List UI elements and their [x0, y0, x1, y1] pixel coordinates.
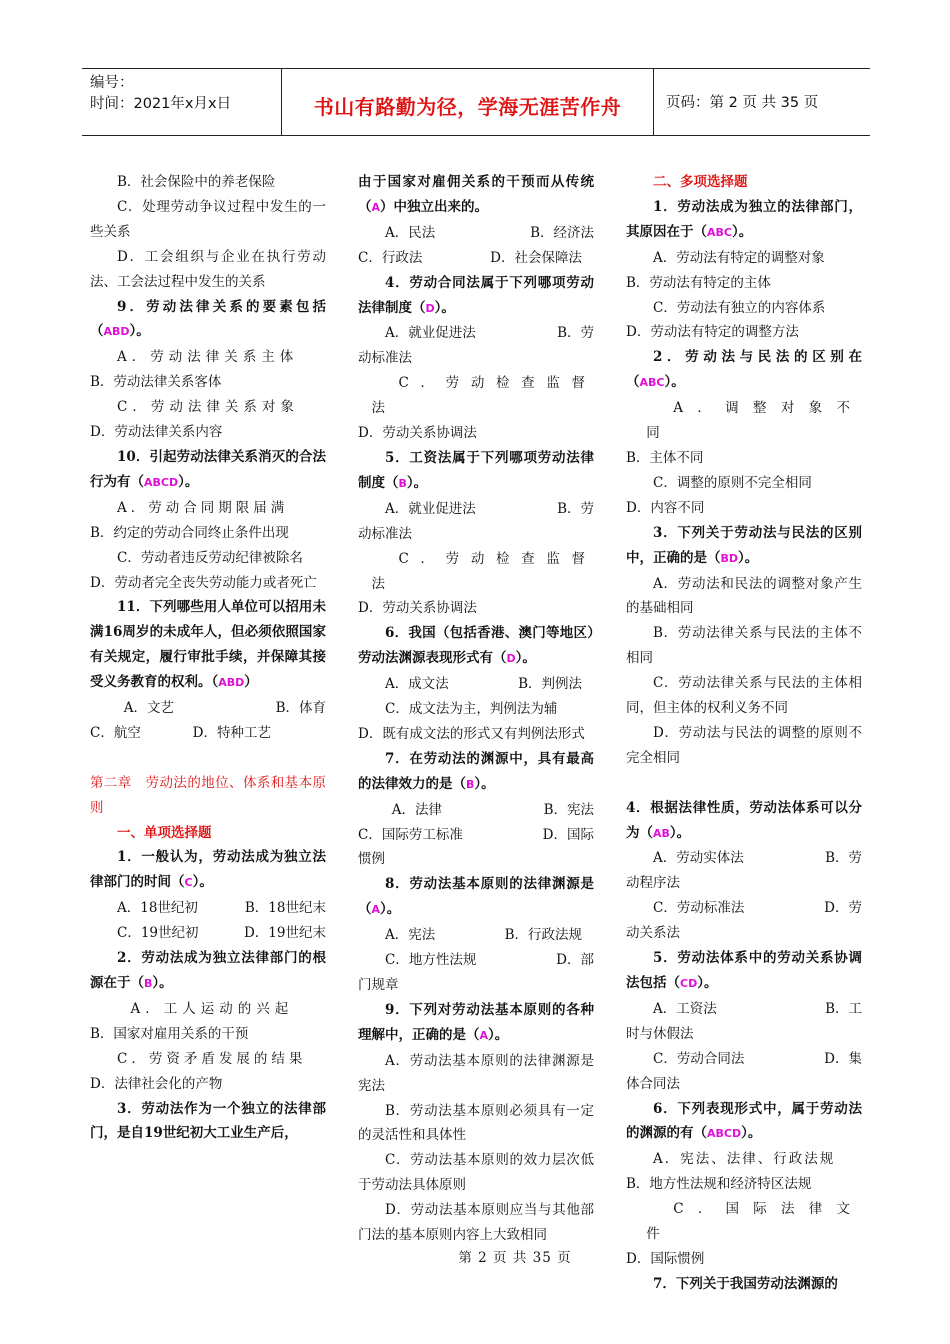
answer-mark: A: [371, 903, 381, 917]
answer-mark: AB: [653, 826, 670, 840]
chapter-title: 第二章 劳动法的地位、体系和基本原则: [90, 774, 326, 816]
option-text: B．地方性法规和经济特区法规: [626, 1176, 812, 1193]
answer-mark: ABC: [639, 376, 665, 390]
column-1: [90, 170, 326, 1146]
header-meta: [82, 69, 282, 135]
option-text: D．国际惯例: [626, 1250, 705, 1267]
option-text: C．劳动法有独立的内容体系: [653, 299, 826, 316]
question-m7: 7．下列关于我国劳动法渊源的: [653, 1275, 838, 1292]
option-row: C．劳动标准法 D．劳: [653, 900, 862, 917]
option-row: A．法律 B．宪法: [391, 801, 594, 818]
option-text: D．劳动关系协调法: [358, 600, 477, 617]
answer-mark: D: [506, 652, 516, 666]
question-s3: 3．劳动法作为一个独立的法律部门，是自19世纪初大工业生产后，: [90, 1100, 326, 1142]
option-row: A．劳动实体法 B．劳: [653, 850, 862, 867]
option-row: A．文艺 B．体育: [123, 700, 326, 717]
answer-mark: A: [371, 200, 381, 214]
option-row: A．民法 B．经济法: [385, 224, 594, 241]
question-10: 10．引起劳动法律关系消灭的合法行为有（ABCD）。: [90, 448, 326, 490]
option-text: A．工人运动的兴起: [130, 1000, 294, 1017]
option-row: C．地方性法规 D．部: [385, 952, 594, 969]
option-text: C．劳资矛盾发展的结果: [117, 1050, 307, 1067]
option-text: C．调整的原则不完全相同: [653, 474, 812, 491]
question-m6: 6．下列表现形式中，属于劳动法的渊源的有（ABCD）。: [626, 1100, 862, 1142]
option-row: A．工资法 B．工: [653, 1000, 862, 1017]
option-text: C．国际法律文件: [646, 1201, 862, 1243]
option-text: B．劳动法律关系与民法的主体不相同: [626, 625, 862, 667]
option-text: A．劳动法律关系主体: [117, 349, 299, 366]
option-row: A．就业促进法 B．劳: [385, 325, 594, 342]
question-s4: 4．劳动合同法属于下列哪项劳动法律制度（D）。: [358, 274, 594, 316]
option-text: D．劳动法有特定的调整方法: [626, 324, 799, 341]
option-row: C．劳动合同法 D．集: [653, 1050, 862, 1067]
answer-mark: ABC: [707, 225, 732, 239]
question-9: 9．劳动法律关系的要素包括（ABD）。: [90, 298, 326, 340]
option-row: A．就业促进法 B．劳: [385, 500, 594, 517]
answer-mark: ABD: [103, 325, 130, 339]
answer-mark: BD: [720, 551, 739, 565]
option-text: A．劳动法基本原则的法律渊源是宪法: [358, 1052, 594, 1094]
option-text: A．劳动法有特定的调整对象: [653, 249, 825, 266]
option-text: C．劳动法律关系与民法的主体相同，但主体的权利义务不同: [626, 675, 862, 717]
question-s7: 7．在劳动法的渊源中，具有最高的法律效力的是（B）。: [358, 750, 594, 792]
option-text: A．调整对象不同: [646, 400, 862, 442]
option-text: D．劳动法律关系内容: [90, 424, 223, 441]
answer-mark: ABD: [218, 676, 245, 690]
option-text: B．社会保险中的养老保险: [117, 174, 276, 190]
question-s3-continued: 由于国家对雇佣关系的干预而从传统（A）中独立出来的。: [358, 174, 594, 215]
question-11: 11．下列哪些用人单位可以招用未满16周岁的未成年人，但必须依照国家有关规定，履行审批手续，并保障其接受义务教育的权利。（ABD）: [90, 599, 326, 691]
option-text: C．劳动法律关系对象: [117, 399, 299, 416]
doc-number-label: 编号：: [90, 75, 134, 91]
option-text-wrap: 时与休假法: [626, 1025, 694, 1042]
question-s8: 8．劳动法基本原则的法律渊源是（A）。: [358, 876, 594, 918]
option-text: D．劳动法与民法的调整的原则不完全相同: [626, 724, 862, 766]
column-3: [626, 170, 862, 1297]
option-text: B．劳动法律关系客体: [90, 374, 222, 391]
option-text: D．工会组织与企业在执行劳动法、工会法过程中发生的关系: [90, 248, 326, 290]
answer-mark: C: [184, 876, 193, 890]
option-text: B．主体不同: [626, 449, 704, 466]
option-text: D．劳动法基本原则应当与其他部门法的基本原则内容上大致相同: [358, 1202, 594, 1244]
answer-mark: A: [479, 1028, 489, 1042]
question-s1: 1．一般认为，劳动法成为独立法律部门的时间（C）。: [90, 849, 326, 891]
option-text: B．劳动法有特定的主体: [626, 274, 771, 291]
option-text-wrap: 惯例: [358, 851, 385, 868]
column-2: [358, 170, 594, 1248]
answer-mark: D: [425, 301, 435, 315]
doc-time-label: 时间：2021年x月x日: [90, 96, 232, 112]
option-text-wrap: 动程序法: [626, 875, 680, 892]
page-header: [82, 68, 870, 136]
question-s6: 6．我国（包括香港、澳门等地区）劳动法渊源表现形式有（D）。: [358, 625, 594, 667]
question-s5: 5．工资法属于下列哪项劳动法律制度（B）。: [358, 449, 594, 491]
question-s9: 9．下列对劳动法基本原则的各种理解中，正确的是（A）。: [358, 1001, 594, 1043]
option-row: A．成文法 B．判例法: [385, 676, 582, 693]
question-m5: 5．劳动法体系中的劳动关系协调法包括（CD）。: [626, 950, 862, 991]
option-row: A．18世纪初 B．18世纪末: [117, 900, 326, 917]
option-text: D．劳动关系协调法: [358, 425, 477, 442]
answer-mark: B: [144, 976, 153, 990]
question-m3: 3．下列关于劳动法与民法的区别中，正确的是（BD）。: [626, 524, 862, 566]
option-text: B．劳动法基本原则必须具有一定的灵活性和具体性: [358, 1102, 594, 1144]
section-heading: 一、单项选择题: [117, 824, 212, 841]
option-text: A．劳动法和民法的调整对象产生的基础相同: [626, 575, 862, 617]
page-footer: 第 2 页 共 35 页: [458, 1250, 572, 1266]
option-text-wrap: 动标准法: [358, 525, 412, 542]
option-text: C．劳动法基本原则的效力层次低于劳动法具体原则: [358, 1152, 594, 1194]
answer-mark: CD: [680, 976, 698, 990]
option-row: C．国际劳工标准 D．国际: [358, 826, 594, 843]
option-text-wrap: 门规章: [358, 977, 399, 993]
header-page-number: 页码：第 2 页 共 35 页: [666, 95, 819, 111]
header-motto: 书山有路勤为径，学海无涯苦作舟: [282, 69, 654, 135]
answer-mark: B: [466, 777, 475, 791]
question-m2: 2．劳动法与民法的区别在（ABC）。: [626, 349, 862, 391]
option-row: C．行政法 D．社会保障法: [358, 249, 582, 266]
answer-mark: ABCD: [144, 475, 179, 489]
option-row: C．19世纪初 D．19世纪末: [117, 925, 326, 942]
question-s2: 2．劳动法成为独立法律部门的根源在于（B）。: [90, 950, 326, 991]
option-text: A．宪法、法律、行政法规: [653, 1151, 836, 1168]
option-text: D．法律社会化的产物: [90, 1075, 223, 1092]
answer-mark: ABCD: [707, 1127, 742, 1141]
question-m1: 1．劳动法成为独立的法律部门，其原因在于（ABC）。: [626, 198, 862, 240]
option-text: A．劳动合同期限届满: [117, 499, 289, 516]
section-heading: 二、多项选择题: [653, 174, 748, 190]
option-row: A．宪法 B．行政法规: [385, 927, 582, 944]
option-text-wrap: 动关系法: [626, 925, 680, 942]
option-text-wrap: 动标准法: [358, 350, 412, 367]
answer-mark: B: [398, 476, 407, 490]
option-text: C．成文法为主，判例法为辅: [385, 701, 558, 718]
option-text: B．国家对雇用关系的干预: [90, 1025, 249, 1042]
option-text: D．劳动者完全丧失劳动能力或者死亡: [90, 574, 317, 591]
question-m4: 4．根据法律性质，劳动法体系可以分为（AB）。: [626, 799, 862, 841]
option-text: D．既有成文法的形式又有判例法形式: [358, 725, 585, 742]
option-text: C．劳动者违反劳动纪律被除名: [117, 549, 303, 566]
option-text-wrap: 体合同法: [626, 1075, 680, 1092]
option-text: C．劳动检查监督法: [371, 375, 594, 417]
option-text: C．处理劳动争议过程中发生的一些关系: [90, 198, 326, 240]
option-text: D．内容不同: [626, 499, 705, 516]
option-text: B．约定的劳动合同终止条件出现: [90, 524, 289, 541]
option-row: C．航空 D．特种工艺: [90, 724, 271, 741]
option-text: C．劳动检查监督法: [371, 550, 594, 592]
